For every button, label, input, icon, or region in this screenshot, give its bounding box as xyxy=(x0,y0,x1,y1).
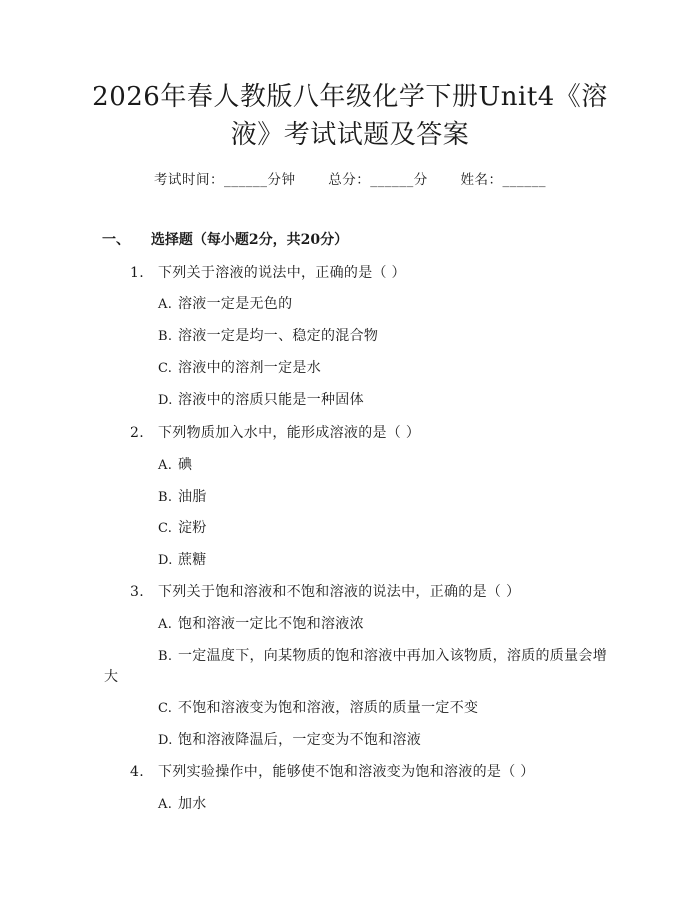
question-text: 下列关于溶液的说法中，正确的是（ ） xyxy=(158,265,406,281)
question-text: 下列物质加入水中，能形成溶液的是（ ） xyxy=(158,425,421,441)
question-number: 1. xyxy=(130,265,144,281)
option-text: 加水 xyxy=(178,796,207,812)
option-2c xyxy=(158,517,207,537)
option-3b-continuation: 大 xyxy=(104,669,119,685)
option-2d xyxy=(158,549,207,569)
option-1b xyxy=(158,325,378,345)
option-text: 油脂 xyxy=(178,489,207,505)
option-1a xyxy=(158,293,292,313)
exam-time-field: 考试时间：______分钟 xyxy=(153,172,296,188)
question-number: 3. xyxy=(130,584,144,600)
section-number: 一、 xyxy=(102,232,130,248)
section-title: 选择题（每小题2分，共20分） xyxy=(150,232,349,248)
option-3c xyxy=(158,697,478,717)
option-letter: B. xyxy=(158,329,173,344)
option-letter: B. xyxy=(158,649,173,664)
option-letter: A. xyxy=(158,797,173,812)
option-text: 溶液一定是无色的 xyxy=(178,296,293,312)
option-letter: D. xyxy=(158,393,173,408)
document-title xyxy=(60,78,640,154)
option-letter: C. xyxy=(158,521,173,536)
question-text: 下列关于饱和溶液和不饱和溶液的说法中，正确的是（ ） xyxy=(158,584,521,600)
option-letter: D. xyxy=(158,553,173,568)
question-number: 4. xyxy=(130,764,144,780)
option-letter: C. xyxy=(158,361,173,376)
option-letter: A. xyxy=(158,458,173,473)
option-3b xyxy=(158,645,607,665)
student-name-field: 姓名：______ xyxy=(460,172,547,188)
title-line-2: 液》考试试题及答案 xyxy=(230,120,470,150)
option-letter: A. xyxy=(158,297,173,312)
question-number: 2. xyxy=(130,425,144,441)
question-4 xyxy=(130,761,535,781)
option-letter: B. xyxy=(158,490,173,505)
question-1 xyxy=(130,262,406,282)
option-text: 蔗糖 xyxy=(178,552,207,568)
option-text: 淀粉 xyxy=(178,520,207,536)
option-text: 溶液中的溶质只能是一种固体 xyxy=(178,392,364,408)
option-3a xyxy=(158,613,364,633)
question-text: 下列实验操作中，能够使不饱和溶液变为饱和溶液的是（ ） xyxy=(158,764,535,780)
title-line-1: 2026年春人教版八年级化学下册Unit4《溶 xyxy=(92,82,608,112)
option-1c xyxy=(158,357,321,377)
question-3 xyxy=(130,581,520,601)
section-heading xyxy=(102,229,348,249)
option-text: 溶液中的溶剂一定是水 xyxy=(178,360,321,376)
option-text: 碘 xyxy=(178,457,193,473)
option-letter: A. xyxy=(158,617,173,632)
option-2a xyxy=(158,454,192,474)
option-letter: C. xyxy=(158,701,173,716)
question-2 xyxy=(130,422,420,442)
option-text: 不饱和溶液变为饱和溶液，溶质的质量一定不变 xyxy=(178,700,479,716)
option-2b xyxy=(158,486,207,506)
option-3d xyxy=(158,729,421,749)
option-4a xyxy=(158,793,207,813)
option-1d xyxy=(158,389,364,409)
option-text: 溶液一定是均一、稳定的混合物 xyxy=(178,328,379,344)
exam-info xyxy=(0,168,700,188)
option-text: 一定温度下，向某物质的饱和溶液中再加入该物质，溶质的质量会增 xyxy=(178,648,607,664)
option-letter: D. xyxy=(158,733,173,748)
option-text: 饱和溶液一定比不饱和溶液浓 xyxy=(178,616,364,632)
total-score-field: 总分：______分 xyxy=(328,172,428,188)
option-text: 饱和溶液降温后，一定变为不饱和溶液 xyxy=(178,732,422,748)
